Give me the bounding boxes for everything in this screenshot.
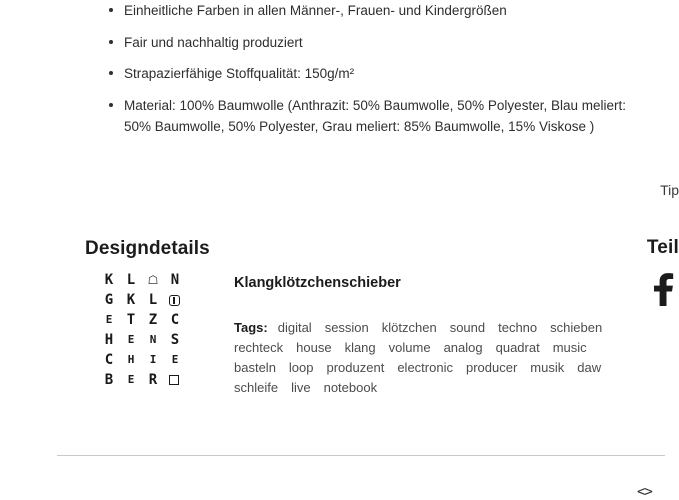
glyph-c: C xyxy=(170,312,180,328)
list-item xyxy=(122,95,644,137)
page-title: Designdetails xyxy=(85,238,210,259)
share-sidebar xyxy=(639,0,679,499)
tag-link[interactable]: volume xyxy=(388,340,431,355)
table-row xyxy=(100,290,194,310)
product-title: Klangklötzchenschieber xyxy=(234,275,401,291)
glyph-c: C xyxy=(104,352,114,368)
tag-link[interactable]: digital xyxy=(277,320,312,335)
tag-link[interactable]: schleife xyxy=(234,380,279,395)
glyph-t: T xyxy=(126,312,136,328)
design-thumbnail[interactable] xyxy=(100,270,194,405)
glyph-b: B xyxy=(104,372,114,388)
glyph-h: H xyxy=(127,353,135,366)
glyph-l: L xyxy=(148,292,158,308)
table-row xyxy=(100,330,194,350)
tag-link[interactable]: techno xyxy=(498,320,538,335)
table-row xyxy=(100,270,194,290)
tag-link[interactable]: daw xyxy=(577,360,602,375)
tag-link[interactable]: electronic xyxy=(397,360,453,375)
tag-link[interactable]: notebook xyxy=(323,380,378,395)
share-heading: Teil xyxy=(646,237,679,258)
tag-link[interactable]: schieben xyxy=(550,320,603,335)
feature-text: Fair und nachhaltig produziert xyxy=(124,34,303,50)
feature-bullets xyxy=(104,0,644,137)
tag-list xyxy=(234,318,634,398)
glyph-h: H xyxy=(104,332,114,348)
tag-link[interactable]: klötzchen xyxy=(381,320,437,335)
tag-link[interactable]: house xyxy=(296,340,332,355)
tag-link[interactable]: music xyxy=(552,340,587,355)
tag-link[interactable]: analog xyxy=(443,340,483,355)
table-row xyxy=(100,310,194,330)
table-row xyxy=(100,370,194,390)
tag-link[interactable]: live xyxy=(291,380,311,395)
feature-text: Material: 100% Baumwolle (Anthrazit: 50% Baumwolle, 50% Polyester, Blau meliert: 50% Baumwolle, 50% Polyester, Grau meliert: 85% Baumwolle, 15% Viskose ) xyxy=(124,97,626,134)
glyph-z: Z xyxy=(148,312,158,328)
tag-link[interactable]: quadrat xyxy=(495,340,540,355)
facebook-icon[interactable] xyxy=(652,272,678,306)
glyph-g: G xyxy=(104,292,114,308)
tag-link[interactable]: produzent xyxy=(326,360,385,375)
tag-link[interactable]: session xyxy=(324,320,369,335)
glyph-e: E xyxy=(105,313,113,326)
tag-link[interactable]: rechteck xyxy=(234,340,284,355)
glyph-e: E xyxy=(171,353,179,366)
code-icon[interactable]: <> xyxy=(637,484,652,500)
tag-link[interactable]: sound xyxy=(449,320,486,335)
glyph-i: I xyxy=(149,353,157,366)
section-divider xyxy=(57,455,665,456)
tags-label: Tags: xyxy=(234,320,268,335)
glyph-n: N xyxy=(149,333,157,346)
tag-link[interactable]: musik xyxy=(530,360,565,375)
house-icon: ☖ xyxy=(147,273,159,287)
square-icon xyxy=(169,375,179,385)
glyph-n: N xyxy=(170,272,180,288)
feature-text: Einheitliche Farben in allen Männer-, Frauen- und Kindergrößen xyxy=(124,3,507,18)
product-feature-list xyxy=(104,0,644,147)
tag-link[interactable]: basteln xyxy=(234,360,276,375)
list-item xyxy=(122,63,644,85)
glyph-k: K xyxy=(104,272,114,288)
glyph-e: E xyxy=(127,333,135,346)
glyph-l: L xyxy=(126,272,136,288)
tag-link[interactable]: producer xyxy=(465,360,518,375)
tag-link[interactable]: klang xyxy=(344,340,376,355)
list-item xyxy=(122,0,644,22)
list-item xyxy=(122,32,644,54)
tag-link[interactable]: loop xyxy=(288,360,314,375)
slider-icon xyxy=(169,295,180,306)
glyph-r: R xyxy=(148,372,158,388)
glyph-s: S xyxy=(170,332,180,348)
feature-text: Strapazierfähige Stoffqualität: 150g/m² xyxy=(124,66,355,81)
tip-label: Tip xyxy=(660,182,679,198)
glyph-e: E xyxy=(127,373,135,386)
glyph-k: K xyxy=(126,292,136,308)
table-row xyxy=(100,350,194,370)
